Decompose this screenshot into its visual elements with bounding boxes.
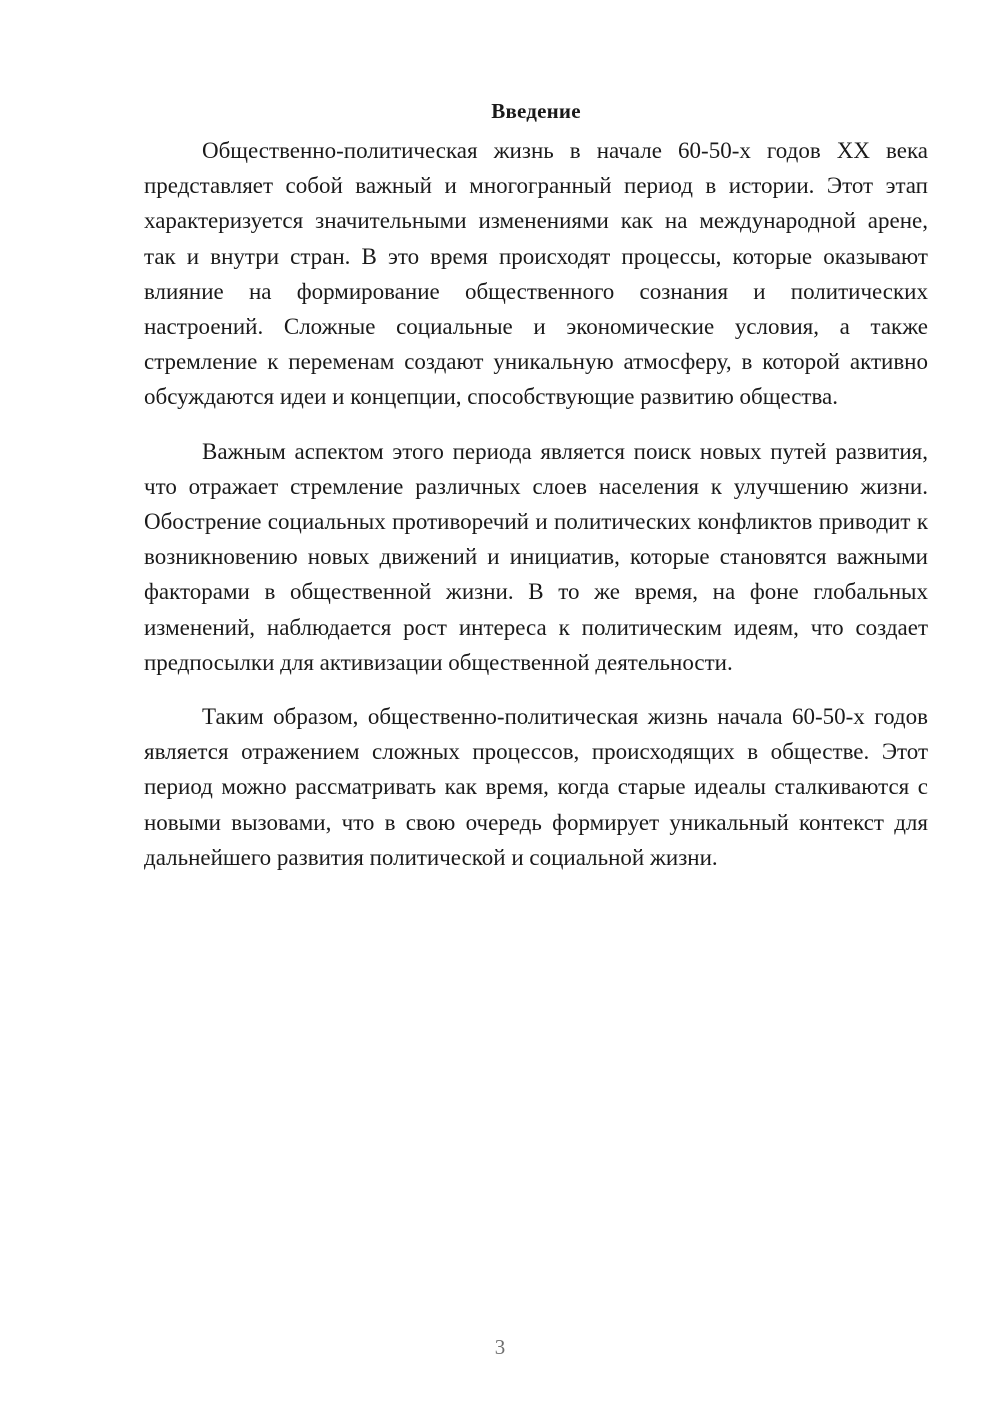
paragraph-1: Общественно-политическая жизнь в начале 60-50-х годов XX века представляет собой важный и многогранный период в истории. Этот этап характеризуется значительными изменениями как на международной арене, так и внутри стран. В это время происходят процессы, которые оказывают влияние на формирование общественного сознания и политических настроений. Сложные социальные и экономические условия, а также стремление к переменам создают уникальную атмосферу, в которой активно обсуждаются идеи и концепции, способствующие развитию общества. [144, 138, 928, 410]
paragraph-3: Таким образом, общественно-политическая жизнь начала 60-50-х годов является отражением сложных процессов, происходящих в обществе. Этот период можно рассматривать как время, когда старые идеалы сталкиваются с новыми вызовами, что в свою очередь формирует уникальный контекст для дальнейшего развития политической и социальной жизни. [144, 704, 928, 870]
section-heading: Введение [491, 99, 581, 123]
page-content [144, 96, 928, 894]
page-number: 3 [494, 1335, 506, 1359]
paragraph-2: Важным аспектом этого периода является поиск новых путей развития, что отражает стремление различных слоев населения к улучшению жизни. Обострение социальных противоречий и политических конфликтов приводит к возникновению новых движений и инициатив, которые становятся важными факторами в общественной жизни. В то же время, на фоне глобальных изменений, наблюдается рост интереса к политическим идеям, что создает предпосылки для активизации общественной деятельности. [144, 438, 928, 675]
